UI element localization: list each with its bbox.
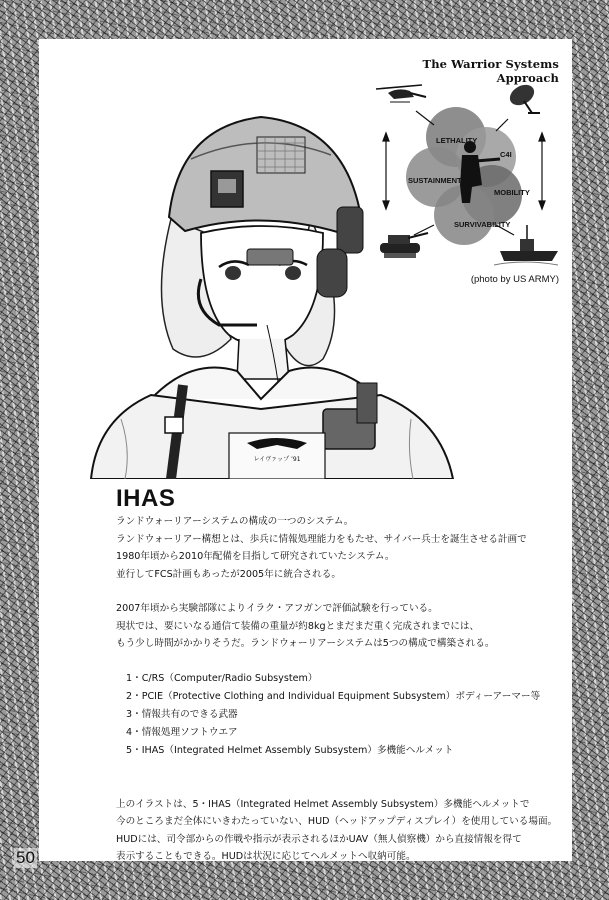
helmet-rail: [337, 207, 363, 253]
list-item: 5・IHAS（Integrated Helmet Assembly Subsystem）多機能ヘルメット: [126, 744, 454, 756]
page-number: 50: [16, 848, 35, 867]
para1-line: ランドウォーリアー構想とは、歩兵に情報処理能力をもたせ、サイバー兵士を誕生させる計画で: [116, 533, 527, 545]
survivability-label: SURVIVABILITY: [454, 220, 511, 229]
sustainment-label: SUSTAINMENT: [408, 176, 462, 185]
radio-antenna-box: [357, 383, 377, 423]
figure-title: The Warrior Systems Approach: [422, 57, 559, 85]
para2-line: 2007年頃から実験部隊によりイラク・アフガンで評価試験を行っている。: [116, 603, 438, 614]
earpiece: [317, 249, 347, 297]
subsystem-list: [116, 670, 556, 760]
article-body: [116, 513, 556, 866]
para2-line: もう少し時間がかかりそうだ。ランドウォーリアーシステムは5つの構成で構築される。: [116, 638, 495, 649]
para1-line: ランドウォーリアーシステムの構成の一つのシステム。: [116, 516, 354, 527]
para3-line: 今のところまだ全体にいきわたっていない、HUD（ヘッドアップディスプレイ）を使用している場面。: [116, 816, 558, 827]
c4i-label: C4I: [500, 150, 512, 159]
para2-line: 現状では、要にいなる通信て装備の重量が約8kgとまだまだ重く完成されまでには、: [116, 620, 480, 632]
para1-line: 1980年頃から2010年配備を目指して研究されていたシステム。: [116, 551, 395, 562]
list-item: 4・情報処理ソフトウエア: [126, 726, 238, 738]
para3-line: 表示することもできる。HUDは状況に応じてヘルメットへ収納可能。: [116, 851, 416, 862]
section-title: IHAS: [116, 485, 176, 512]
list-item: 2・PCIE（Protective Clothing and Individual Equipment Subsystem）ボディーアーマー等: [126, 690, 541, 702]
para3-line: 上のイラストは、5・IHAS（Integrated Helmet Assembly Subsystem）多機能ヘルメットで: [116, 798, 530, 810]
para1-line: 並行してFCS計画もあったが2005年に統合される。: [116, 568, 341, 580]
photo-credit: (photo by US ARMY): [470, 274, 559, 285]
warship-icon: [494, 225, 558, 265]
list-item: 3・情報共有のできる武器: [126, 708, 238, 720]
lethality-label: LETHALITY: [436, 136, 478, 145]
soldier-illustration: [61, 99, 461, 479]
satellite-dish-icon: [506, 81, 540, 113]
list-item: 1・C/RS（Computer/Radio Subsystem）: [126, 672, 318, 684]
helmet: [169, 117, 361, 233]
hud-eyepiece: [247, 249, 293, 265]
page: [39, 39, 572, 861]
strap-buckle: [165, 417, 183, 433]
mobility-label: MOBILITY: [494, 188, 530, 197]
para3-line: HUDには、司令部からの作戦や指示が表示されるほかUAV（無人偵察機）から直接情報を得て: [116, 833, 522, 845]
chest-patch-text: レイヴァップ ’91: [253, 456, 301, 463]
